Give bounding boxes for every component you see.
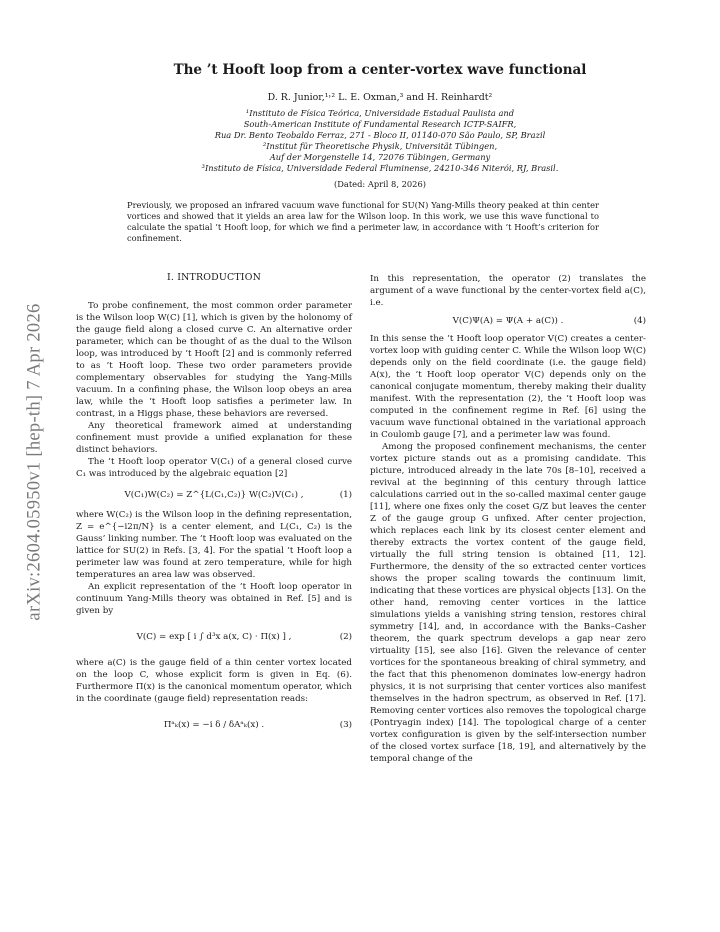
equation-number: (2) — [339, 632, 352, 642]
affiliation-line: ²Institut für Theoretische Physik, Universität Tübingen, — [262, 141, 498, 151]
affiliation-line: South-American Institute of Fundamental Research ICTP-SAIFR, — [243, 119, 517, 129]
paragraph: In this sense the ’t Hooft loop operator V(C) creates a center-vortex loop with guiding center C. While the Wilson loop W(C) depends only on the field coordinate (i.e. the gauge field) A(x), the ’t Hooft loop operator V(C) depends only on the canonical conjugate momentum, thereby making their duality manifest. With the representation (2), the ’t Hooft loop was computed in the confinement regime in Ref. [6] using the vacuum wave functional obtained in the variational approach in Coulomb gauge [7], and a perimeter law was found. — [370, 334, 646, 440]
affiliation-line: Auf der Morgenstelle 14, 72076 Tübingen, Germany — [269, 152, 491, 162]
affiliation-line: ¹Instituto de Física Teórica, Universidade Estadual Paulista and — [245, 108, 515, 118]
equation-2 — [76, 631, 352, 643]
equation-text: V(C)Ψ(A) = Ψ(A + a(C)) . — [452, 316, 564, 326]
equation-number: (1) — [339, 490, 352, 500]
right-column — [370, 273, 646, 765]
left-column — [76, 272, 352, 731]
affiliations — [100, 108, 660, 174]
paragraph: Among the proposed confinement mechanisms, the center vortex picture stands out as a promising candidate. This picture, introduced already in the late 70s [8–10], received a revival at the beginning of this century through lattice calculations carried out in the so-called maximal center gauge [11], where one fixes only the coset G/Z but leaves the center Z of the gauge group G unfixed. After center projection, which replaces each link by its closest center element and thereby extracts the vortex content of the gauge field, virtually the full string tension is obtained [11, 12]. Furthermore, the density of the so extracted center vortices shows the proper scaling towards the continuum limit, indicating that these vortices are physical objects [13]. On the other hand, removing center vortices in the lattice simulations yields a vanishing string tension, restores chiral symmetry [14], and, in accordance with the Banks–Casher theorem, the quark spectrum develops a gap near zero virtuality [15], see also [16]. Given the relevance of center vortices for the spontaneous breaking of chiral symmetry, and the fact that this phenomenon dominates low-energy hadron physics, it is not surprising that center vortices also manifest themselves in the hadron spectrum, as observed in Ref. [17]. Removing center vortices also removes the topological charge (Pontryagin index) [14]. The topological charge of a center vortex configuration is given by the self-intersection number of the closed vortex surface [18, 19], and alternatively by the temporal change of the — [370, 442, 646, 764]
equation-text: Πᵃₖ(x) = −i δ / δAᵃₖ(x) . — [163, 720, 265, 730]
paragraph: The ’t Hooft loop operator V(C₁) of a general closed curve C₁ was introduced by the algebraic equation [2] — [76, 457, 352, 479]
equation-3 — [76, 719, 352, 731]
paragraph: In this representation, the operator (2) translates the argument of a wave functional by the center-vortex field a(C), i.e. — [370, 274, 646, 308]
paragraph: To probe confinement, the most common order parameter is the Wilson loop W(C) [1], which is given by the holonomy of the gauge field along a closed curve C. An alternative order parameter, which can be thought of as the dual to the Wilson loop, was introduced by ’t Hooft [2] and is commonly referred to as ’t Hooft loop. These two order parameters provide complementary observables for studying the Yang-Mills vacuum. In a confining phase, the Wilson loop obeys an area law, while the ’t Hooft loop satisfies a perimeter law. In contrast, in a Higgs phase, these behaviors are reversed. — [76, 301, 352, 419]
paper-title: The ’t Hooft loop from a center-vortex wave functional — [173, 62, 587, 78]
arxiv-stamp-text: arXiv:2604.05950v1 [hep-th] 7 Apr 2026 — [24, 303, 45, 621]
equation-number: (4) — [633, 316, 646, 326]
author-list: D. R. Junior,¹˒² L. E. Oxman,³ and H. Reinhardt² — [267, 92, 493, 103]
equation-text: V(C) = exp [ i ∫ d³x a(x, C) · Π(x) ] , — [136, 632, 292, 642]
affiliation-line: ³Instituto de Física, Universidade Federal Fluminense, 24210-346 Niterói, RJ, Brasil. — [201, 163, 559, 173]
arxiv-identifier-stamp — [22, 262, 48, 662]
paragraph: Any theoretical framework aimed at understanding confinement must provide a unified explanation for these distinct behaviors. — [76, 421, 352, 455]
paragraph: where W(C₂) is the Wilson loop in the defining representation, Z = e^{−i2π/N} is a center element, and L(C₁, C₂) is the Gauss’ linking number. The ’t Hooft loop was evaluated on the lattice for SU(2) in Refs. [3, 4]. For the spatial ’t Hooft loop a perimeter law was found at zero temperature, while for high temperatures an area law was observed. — [76, 510, 352, 580]
abstract: Previously, we proposed an infrared vacuum wave functional for SU(N) Yang-Mills theory peaked at thin center vortices and showed that it yields an area law for the Wilson loop. In this work, we use this wave functional to calculate the spatial ’t Hooft loop, for which we find a perimeter law, in accordance with ’t Hooft’s criterion for confinement. — [127, 200, 599, 243]
paragraph: where a(C) is the gauge field of a thin center vortex located on the loop C, whose explicit form is given in Eq. (6). Furthermore Π(x) is the canonical momentum operator, which in the coordinate (gauge field) representation reads: — [76, 658, 352, 704]
section-heading: I. INTRODUCTION — [166, 272, 261, 283]
date-line: (Dated: April 8, 2026) — [334, 179, 426, 189]
affiliation-line: Rua Dr. Bento Teobaldo Ferraz, 271 - Bloco II, 01140-070 São Paulo, SP, Brazil — [214, 130, 546, 140]
equation-number: (3) — [339, 720, 352, 730]
equation-text: V(C₁)W(C₂) = Z^{L(C₁,C₂)} W(C₂)V(C₁) , — [124, 490, 304, 500]
equation-1 — [76, 489, 352, 501]
paragraph: An explicit representation of the ’t Hooft loop operator in continuum Yang-Mills theory was obtained in Ref. [5] and is given by — [76, 582, 352, 616]
equation-4 — [370, 315, 646, 327]
